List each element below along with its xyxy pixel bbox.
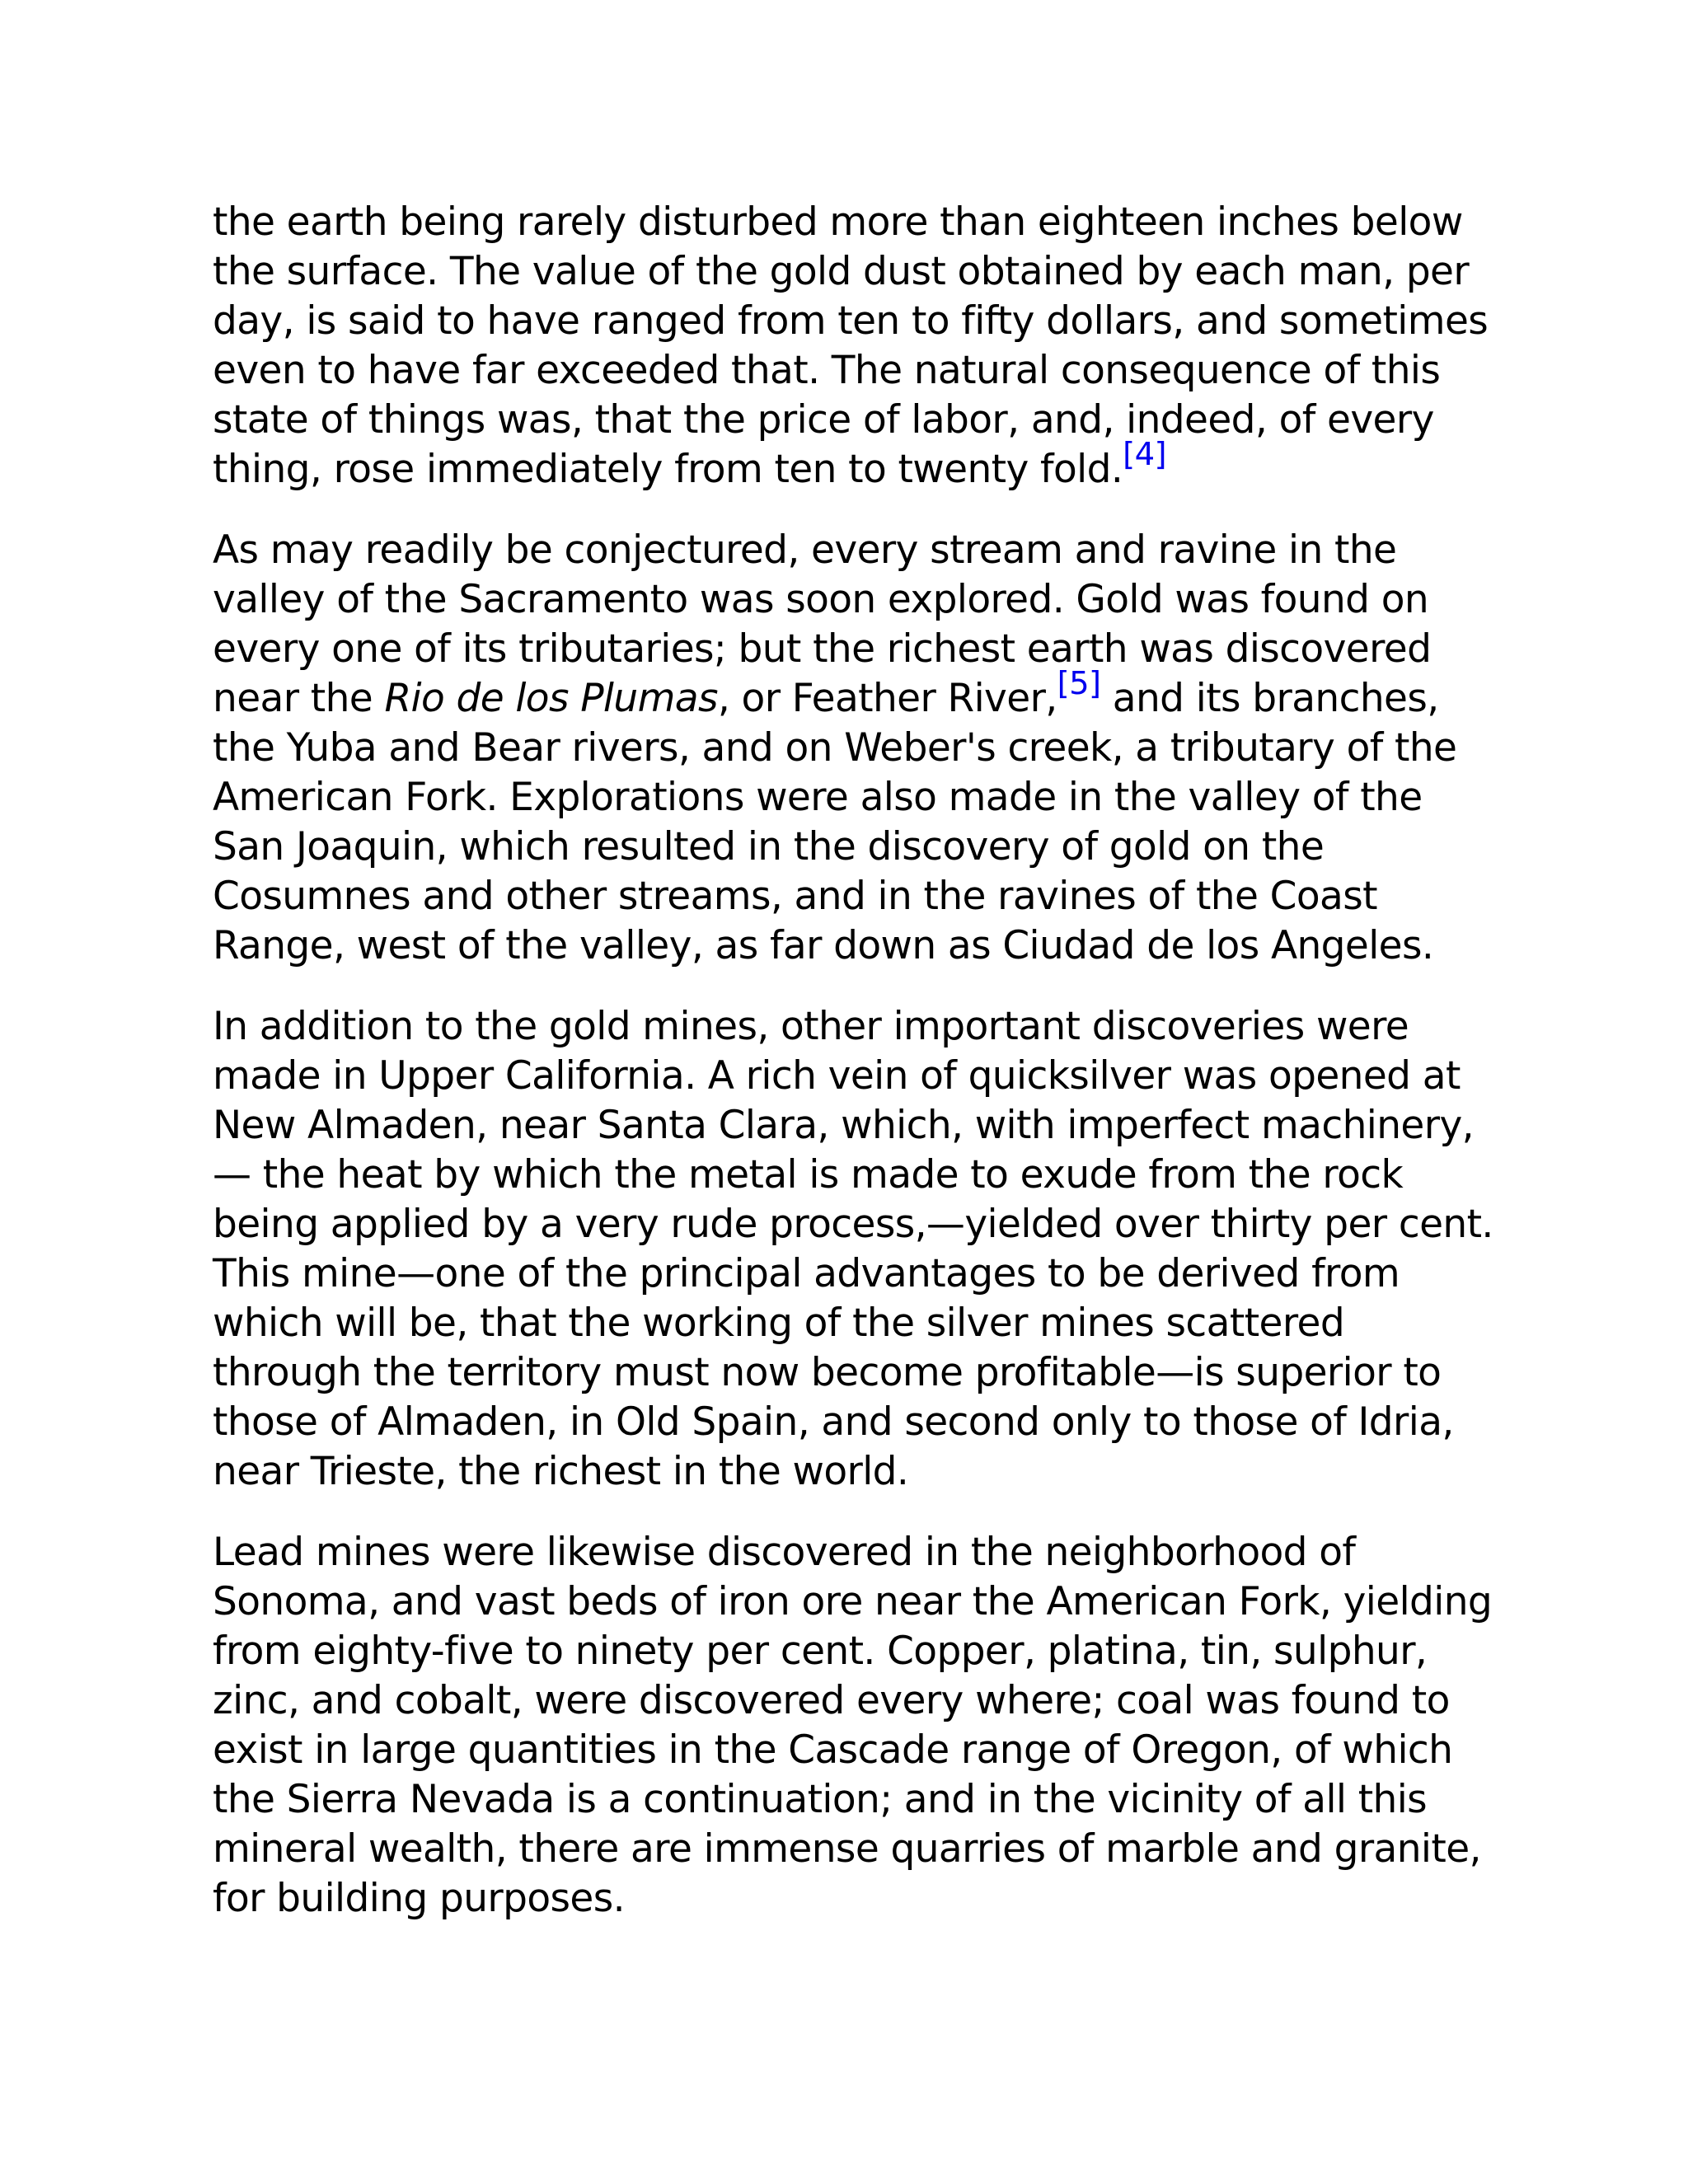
paragraph-text: and its branches, the Yuba and Bear rivers, and on Weber's creek, a tributary of the American Fork. Explorations were also made in the valley of the San Joaquin, which resulted in the discovery of gold on the Cosumnes and other streams, and in the ravines of the Coast Range, west of the valley, as far down as Ciudad de los Angeles. <box>213 676 1457 968</box>
page-body <box>213 198 1498 1955</box>
paragraph-1 <box>213 198 1498 494</box>
paragraph-text: As may readily be conjectured, every stream and ravine in the valley of the Sacramento was soon explored. Gold was found on every one of its tributaries; but the richest earth was discovered near the <box>213 527 1432 721</box>
paragraph-text: , or Feather River, <box>717 676 1057 721</box>
paragraph-text: In addition to the gold mines, other important discoveries were made in Upper California. A rich vein of quicksilver was opened at New Almaden, near Santa Clara, which, with imperfect machinery,— the heat by which the metal is made to exude from the rock being applied by a very rude process,—yielded over thirty per cent. This mine—one of the principal advantages to be derived from which will be, that the working of the silver mines scattered through the territory must now become profitable—is superior to those of Almaden, in Old Spain, and second only to those of Idria, near Trieste, the richest in the world. <box>213 1004 1493 1494</box>
footnote-link-5[interactable]: [5] <box>1057 664 1101 702</box>
italic-place-name: Rio de los Plumas <box>384 676 718 721</box>
paragraph-text: Lead mines were likewise discovered in the neighborhood of Sonoma, and vast beds of iron ore near the American Fork, yielding from eighty-five to ninety per cent. Copper, platina, tin, sulphur, zinc, and cobalt, were discovered every where; coal was found to exist in large quantities in the Cascade range of Oregon, of which the Sierra Nevada is a continuation; and in the vicinity of all this mineral wealth, there are immense quarries of marble and granite, for building purposes. <box>213 1530 1493 1921</box>
paragraph-2 <box>213 526 1498 971</box>
paragraph-3 <box>213 1002 1498 1497</box>
footnote-link-4[interactable]: [4] <box>1123 435 1166 473</box>
paragraph-text: the earth being rarely disturbed more than eighteen inches below the surface. The value of the gold dust obtained by each man, per day, is said to have ranged from ten to fifty dollars, and sometimes even to have far exceeded that. The natural consequence of this state of things was, that the price of labor, and, indeed, of every thing, rose immediately from ten to twenty fold. <box>213 199 1489 492</box>
paragraph-4 <box>213 1528 1498 1924</box>
